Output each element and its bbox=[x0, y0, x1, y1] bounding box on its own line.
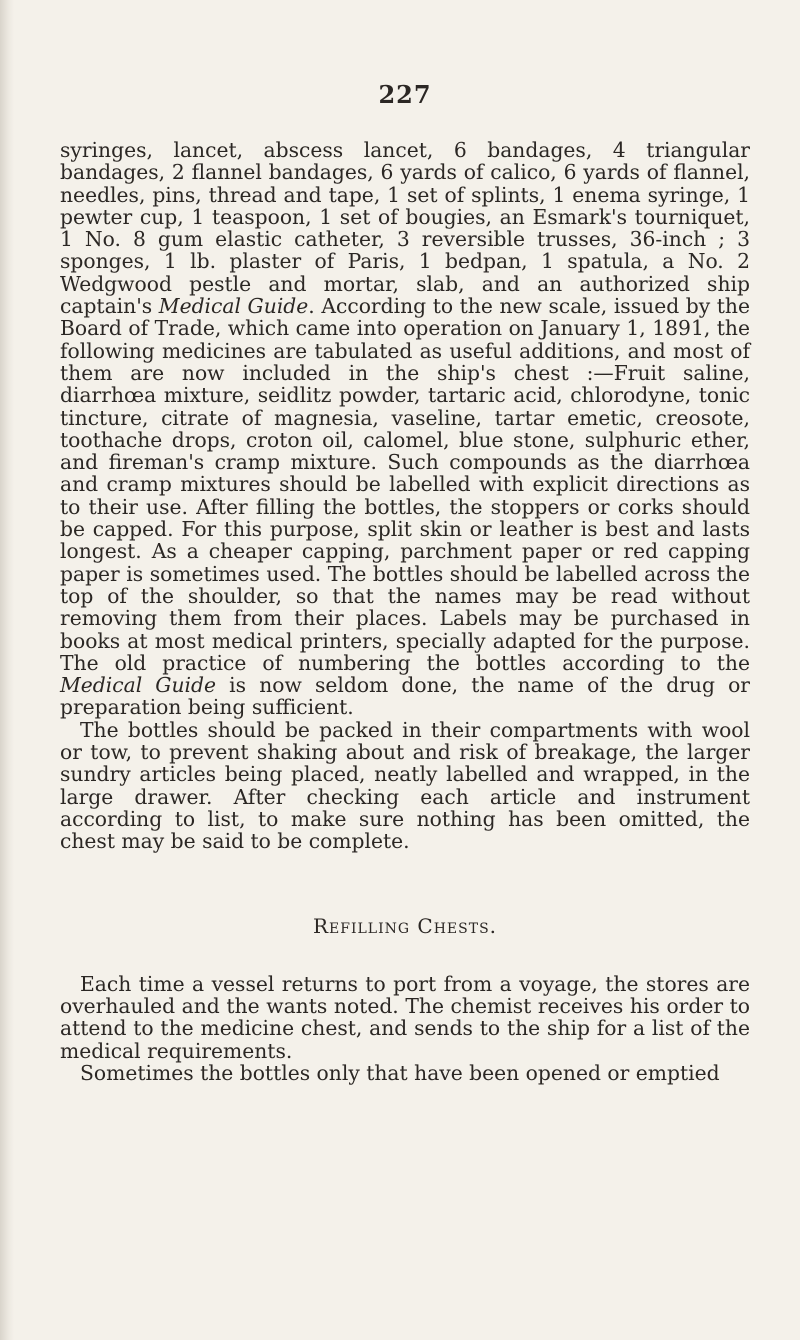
binding-edge bbox=[0, 0, 14, 1340]
paragraph-1-part-b: . According to the new scale, issued by the Board of Trade, which came into operation on January 1, 1891, the following medicines are tabulated as useful additions, and most of them are now included in the ship's chest :—Fruit saline, diarrhœa mixture, seidlitz powder, tartaric acid, chlorodyne, tonic tincture, citrate of magnesia, vaseline, tartar emetic, creosote, toothache drops, croton oil, calomel, blue stone, sulphuric ether, and fireman's cramp mixture. Such compounds as the diarrhœa and cramp mixtures should be labelled with explicit directions as to their use. After filling the bottles, the stoppers or corks should be capped. For this purpose, split skin or leather is best and lasts longest. As a cheaper capping, parchment paper or red capping paper is sometimes used. The bottles should be labelled across the top of the shoulder, so that the names may be read without removing them from their places. Labels may be purchased in books at most medical printers, specially adapted for the purpose. The old practice of numbering the bottles according to the bbox=[60, 294, 750, 675]
page-number: 227 bbox=[378, 80, 432, 109]
paragraph-1-part-a: syringes, lancet, abscess lancet, 6 bandages, 4 triangular bandages, 2 flannel bandages, 6 yards of calico, 6 yards of flannel, needles, pins, thread and tape, 1 set of splints, 1 enema syringe, 1 pewter cup, 1 teaspoon, 1 set of bougies, an Esmark's tourniquet, 1 No. 8 gum elastic catheter, 3 reversible trusses, 36-inch ; 3 sponges, 1 lb. plaster of Paris, 1 bedpan, 1 spatula, a No. 2 Wedgwood pestle and mortar, slab, and an authorized ship captain's bbox=[60, 138, 750, 319]
paragraph-medicine-list bbox=[60, 139, 750, 719]
paragraph-bottles: Sometimes the bottles only that have been opened or emptied bbox=[80, 1060, 720, 1085]
medical-guide-title-1: Medical Guide bbox=[158, 294, 309, 319]
body-text bbox=[60, 139, 750, 1084]
book-page bbox=[60, 0, 750, 1084]
paragraph-packing: The bottles should be packed in their compartments with wool or tow, to prevent shaking about and risk of breakage, the larger sundry articles being placed, neatly labelled and wrapped, in the large drawer. After checking each article and instrument according to list, to make sure nothing has been omitted, the chest may be said to be complete. bbox=[60, 717, 750, 854]
paragraph-1-part-c: is now seldom done, the name of the drug or preparation being sufficient. bbox=[60, 673, 751, 720]
section-heading: Refilling Chests. bbox=[312, 913, 498, 938]
paragraph-refilling: Each time a vessel returns to port from a voyage, the stores are overhauled and the wants noted. The chemist receives his order to attend to the medicine chest, and sends to the ship for a list of the medical requirements. bbox=[60, 971, 750, 1063]
medical-guide-title-2: Medical Guide bbox=[60, 673, 217, 698]
